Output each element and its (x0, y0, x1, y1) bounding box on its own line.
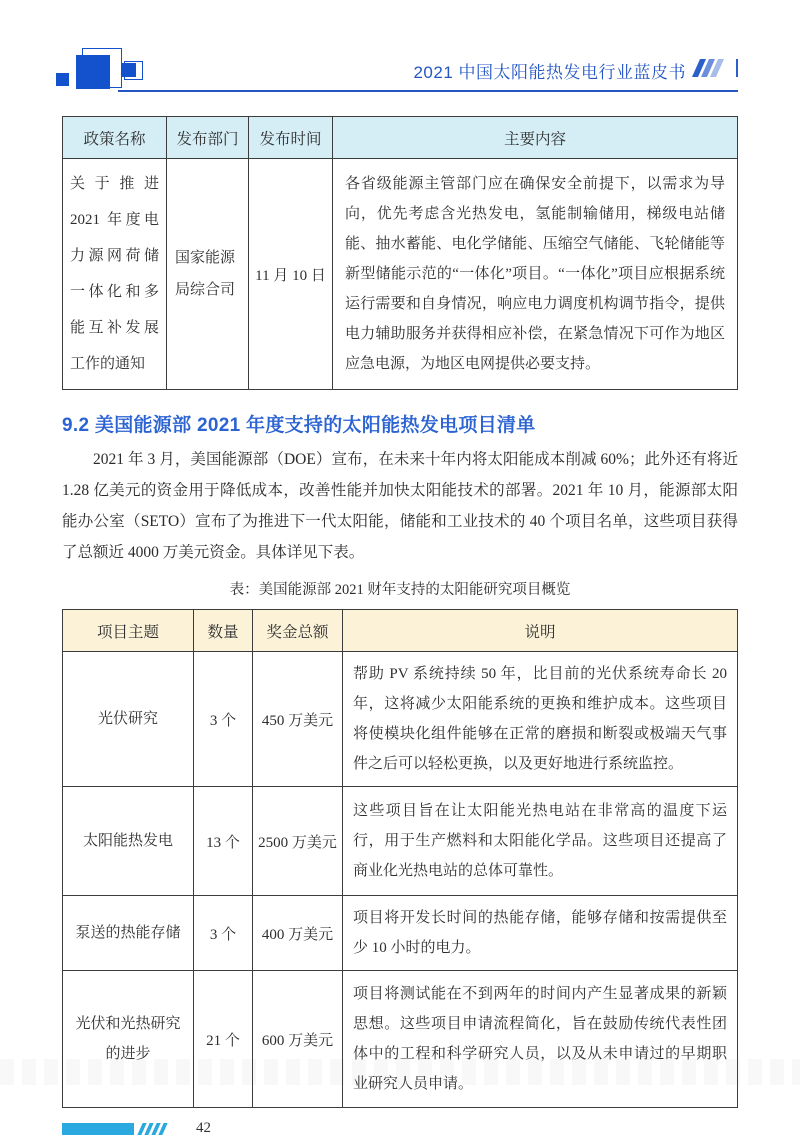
table-row (63, 652, 738, 787)
page-footer (62, 1120, 738, 1137)
policy-content-cell: 各省级能源主管部门应在确保安全前提下，以需求为导向，优先考虑含光热发电，氢能制输储用，梯级电站储能、抽水蓄能、电化学储能、压缩空气储能、飞轮储能等新型储能示范的“一体化”项目。“一体化”项目应根据系统运行需要和自身情况，响应电力调度机构调节指令，提供电力辅助服务并获得相应补偿，在紧急情况下可作为地区应急电源，为地区电网提供必要支持。 (333, 159, 738, 390)
bluebook-logo-icon (56, 48, 176, 92)
section-heading: 9.2 美国能源部 2021 年度支持的太阳能热发电项目清单 (62, 415, 536, 436)
policy-table-header-row (63, 117, 738, 159)
col-header-topic: 项目主题 (63, 610, 194, 652)
policy-department-cell: 国家能源局综合司 (167, 159, 249, 390)
footer-bar-icon (62, 1123, 174, 1135)
project-description-cell: 帮助 PV 系统持续 50 年，比目前的光伏系统寿命长 20 年，这将减少太阳能系统的更换和维护成本。这些项目将使模块化组件能够在正常的磨损和断裂或极端天气事件之后可以轻松更换，以及更好地进行系统监控。 (343, 652, 738, 787)
project-description-cell: 这些项目旨在让太阳能光热电站在非常高的温度下运行，用于生产燃料和太阳能化学品。这些项目还提高了商业化光热电站的总体可靠性。 (343, 787, 738, 896)
col-header-department: 发布部门 (167, 117, 249, 159)
logo-square-small-icon (56, 73, 69, 86)
col-header-content: 主要内容 (333, 117, 738, 159)
project-count-cell: 13 个 (194, 787, 253, 896)
header-slashes-icon (692, 59, 738, 77)
running-head-title: 2021 中国太阳能热发电行业蓝皮书 (413, 63, 686, 82)
section-paragraph: 2021 年 3 月，美国能源部（DOE）宣布，在未来十年内将太阳能成本削减 60%；此外还有将近 1.28 亿美元的资金用于降低成本，改善性能并加快太阳能技术的部署。2021 年 10 月，能源部太阳能办公室（SETO）宣布了为推进下一代太阳能，储能和工业技术的 40 个项目名单，这些项目获得了总额近 4000 万美元资金。具体详见下表。 (62, 451, 738, 561)
page-number: 42 (196, 1120, 211, 1136)
project-description-cell: 项目将开发长时间的热能存储，能够存储和按需提供至少 10 小时的电力。 (343, 896, 738, 971)
project-topic-cell: 太阳能热发电 (63, 787, 194, 896)
policy-name-cell: 关于推进 2021 年度电力源网荷储一体化和多能互补发展工作的通知 (63, 159, 167, 390)
table-row (63, 159, 738, 390)
col-header-count: 数量 (194, 610, 253, 652)
table-row (63, 971, 738, 1108)
table-row (63, 896, 738, 971)
project-topic-cell: 光伏研究 (63, 652, 194, 787)
policy-table (62, 116, 738, 390)
table-caption: 表：美国能源部 2021 财年支持的太阳能研究项目概览 (229, 582, 571, 598)
project-count-cell: 3 个 (194, 652, 253, 787)
project-description-cell: 项目将测试能在不到两年的时间内产生显著成果的新颖思想。这些项目申请流程简化，旨在鼓励传统代表性团体中的工程和科学研究人员，以及从未申请过的早期职业研究人员申请。 (343, 971, 738, 1108)
project-topic-cell: 泵送的热能存储 (63, 896, 194, 971)
project-amount-cell: 450 万美元 (253, 652, 343, 787)
scan-artifact (0, 1059, 800, 1085)
table-row (63, 787, 738, 896)
header-rule (118, 90, 738, 93)
page-header (62, 46, 738, 92)
project-amount-cell: 2500 万美元 (253, 787, 343, 896)
col-header-date: 发布时间 (249, 117, 333, 159)
col-header-policy-name: 政策名称 (63, 117, 167, 159)
col-header-amount: 奖金总额 (253, 610, 343, 652)
projects-table (62, 609, 738, 1108)
logo-square-filled-icon (76, 55, 110, 89)
project-count-cell: 21 个 (194, 971, 253, 1108)
project-amount-cell: 400 万美元 (253, 896, 343, 971)
logo-square-filled-small-icon (122, 63, 136, 77)
project-topic-cell: 光伏和光热研究的进步 (63, 971, 194, 1108)
projects-table-header-row (63, 610, 738, 652)
policy-date-cell: 11 月 10 日 (249, 159, 333, 390)
project-count-cell: 3 个 (194, 896, 253, 971)
col-header-description: 说明 (343, 610, 738, 652)
project-amount-cell: 600 万美元 (253, 971, 343, 1108)
